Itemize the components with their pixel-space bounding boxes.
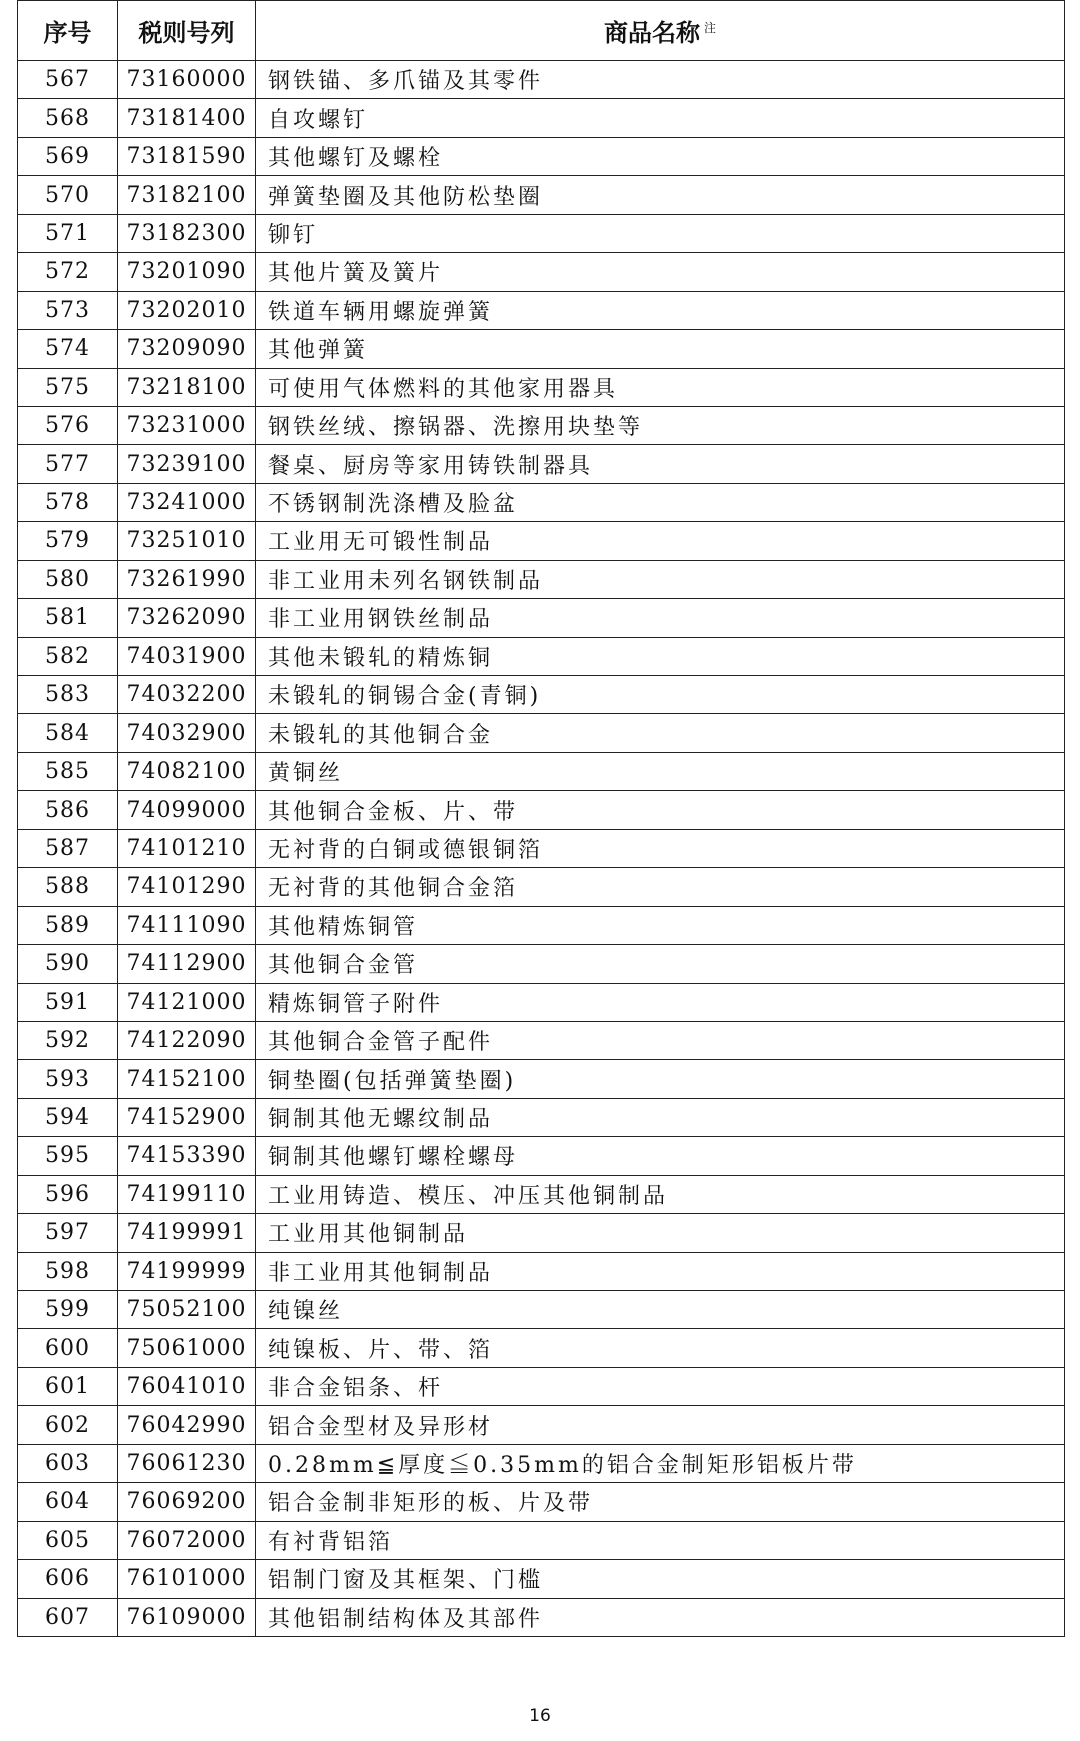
table-row <box>18 1329 1065 1367</box>
row-serial-number: 567 <box>18 61 118 99</box>
row-tariff-code: 74152100 <box>118 1060 256 1098</box>
table-row <box>18 1098 1065 1136</box>
row-serial-number: 583 <box>18 676 118 714</box>
row-serial-number: 581 <box>18 599 118 637</box>
header-tariff-code: 税则号列 <box>118 1 256 61</box>
tariff-table <box>17 0 1065 1637</box>
row-product-name: 纯镍丝 <box>256 1291 1065 1329</box>
header-product-name-label: 商品名称 <box>603 19 700 47</box>
row-product-name: 餐桌、厨房等家用铸铁制器具 <box>256 445 1065 483</box>
row-tariff-code: 73182300 <box>118 214 256 252</box>
table-row <box>18 599 1065 637</box>
row-tariff-code: 76061230 <box>118 1444 256 1482</box>
table-row <box>18 1291 1065 1329</box>
row-tariff-code: 74112900 <box>118 945 256 983</box>
row-product-name: 非工业用未列名钢铁制品 <box>256 560 1065 598</box>
row-tariff-code: 74099000 <box>118 791 256 829</box>
header-note-mark: 注 <box>703 21 716 35</box>
table-row <box>18 522 1065 560</box>
row-product-name: 工业用其他铜制品 <box>256 1214 1065 1252</box>
row-serial-number: 592 <box>18 1021 118 1059</box>
table-row <box>18 1021 1065 1059</box>
row-serial-number: 602 <box>18 1406 118 1444</box>
row-serial-number: 604 <box>18 1483 118 1521</box>
table-row <box>18 406 1065 444</box>
row-tariff-code: 75061000 <box>118 1329 256 1367</box>
page-number: 16 <box>529 1706 551 1726</box>
row-tariff-code: 74199110 <box>118 1175 256 1213</box>
table-row <box>18 137 1065 175</box>
row-product-name: 非合金铝条、杆 <box>256 1367 1065 1405</box>
row-serial-number: 593 <box>18 1060 118 1098</box>
row-tariff-code: 74111090 <box>118 906 256 944</box>
row-serial-number: 591 <box>18 983 118 1021</box>
table-row <box>18 560 1065 598</box>
row-tariff-code: 73262090 <box>118 599 256 637</box>
table-row <box>18 945 1065 983</box>
table-body <box>18 61 1065 1637</box>
row-product-name: 铝合金型材及异形材 <box>256 1406 1065 1444</box>
row-tariff-code: 74032200 <box>118 676 256 714</box>
row-serial-number: 599 <box>18 1291 118 1329</box>
row-tariff-code: 73241000 <box>118 483 256 521</box>
row-serial-number: 603 <box>18 1444 118 1482</box>
row-serial-number: 585 <box>18 752 118 790</box>
table-row <box>18 829 1065 867</box>
table-row <box>18 714 1065 752</box>
row-serial-number: 588 <box>18 868 118 906</box>
row-product-name: 纯镍板、片、带、箔 <box>256 1329 1065 1367</box>
row-product-name: 其他弹簧 <box>256 330 1065 368</box>
row-serial-number: 584 <box>18 714 118 752</box>
row-product-name: 有衬背铝箔 <box>256 1521 1065 1559</box>
row-tariff-code: 74152900 <box>118 1098 256 1136</box>
row-serial-number: 607 <box>18 1598 118 1636</box>
table-row <box>18 291 1065 329</box>
table-row <box>18 1406 1065 1444</box>
row-tariff-code: 74101290 <box>118 868 256 906</box>
row-serial-number: 601 <box>18 1367 118 1405</box>
row-product-name: 铜制其他无螺纹制品 <box>256 1098 1065 1136</box>
row-product-name: 钢铁锚、多爪锚及其零件 <box>256 61 1065 99</box>
row-tariff-code: 76072000 <box>118 1521 256 1559</box>
row-tariff-code: 74199991 <box>118 1214 256 1252</box>
row-serial-number: 578 <box>18 483 118 521</box>
row-tariff-code: 74199999 <box>118 1252 256 1290</box>
row-product-name: 钢铁丝绒、擦锅器、洗擦用块垫等 <box>256 406 1065 444</box>
row-product-name: 其他铝制结构体及其部件 <box>256 1598 1065 1636</box>
row-product-name: 铜垫圈(包括弹簧垫圈) <box>256 1060 1065 1098</box>
header-product-name <box>256 1 1065 61</box>
row-serial-number: 575 <box>18 368 118 406</box>
row-serial-number: 605 <box>18 1521 118 1559</box>
row-serial-number: 597 <box>18 1214 118 1252</box>
table-row <box>18 61 1065 99</box>
row-product-name: 无衬背的其他铜合金箔 <box>256 868 1065 906</box>
row-product-name: 铝制门窗及其框架、门槛 <box>256 1560 1065 1598</box>
row-serial-number: 573 <box>18 291 118 329</box>
table-row <box>18 1521 1065 1559</box>
row-product-name: 精炼铜管子附件 <box>256 983 1065 1021</box>
row-product-name: 铁道车辆用螺旋弹簧 <box>256 291 1065 329</box>
row-product-name: 其他铜合金管 <box>256 945 1065 983</box>
row-product-name: 弹簧垫圈及其他防松垫圈 <box>256 176 1065 214</box>
row-product-name: 铝合金制非矩形的板、片及带 <box>256 1483 1065 1521</box>
row-tariff-code: 74032900 <box>118 714 256 752</box>
row-tariff-code: 73209090 <box>118 330 256 368</box>
table-row <box>18 1444 1065 1482</box>
row-serial-number: 586 <box>18 791 118 829</box>
row-tariff-code: 73202010 <box>118 291 256 329</box>
row-product-name: 0.28mm≦厚度≦0.35mm的铝合金制矩形铝板片带 <box>256 1444 1065 1482</box>
row-product-name: 其他铜合金板、片、带 <box>256 791 1065 829</box>
table-row <box>18 752 1065 790</box>
row-tariff-code: 76041010 <box>118 1367 256 1405</box>
row-tariff-code: 76042990 <box>118 1406 256 1444</box>
table-row <box>18 1560 1065 1598</box>
row-product-name: 非工业用其他铜制品 <box>256 1252 1065 1290</box>
table-row <box>18 483 1065 521</box>
row-serial-number: 571 <box>18 214 118 252</box>
row-tariff-code: 74082100 <box>118 752 256 790</box>
row-tariff-code: 73261990 <box>118 560 256 598</box>
table-row <box>18 445 1065 483</box>
row-product-name: 铜制其他螺钉螺栓螺母 <box>256 1137 1065 1175</box>
table-row <box>18 791 1065 829</box>
row-serial-number: 568 <box>18 99 118 137</box>
table-row <box>18 368 1065 406</box>
row-tariff-code: 75052100 <box>118 1291 256 1329</box>
table-row <box>18 330 1065 368</box>
row-serial-number: 576 <box>18 406 118 444</box>
table-row <box>18 253 1065 291</box>
row-product-name: 工业用无可锻性制品 <box>256 522 1065 560</box>
row-product-name: 黄铜丝 <box>256 752 1065 790</box>
table-row <box>18 906 1065 944</box>
row-serial-number: 582 <box>18 637 118 675</box>
row-serial-number: 577 <box>18 445 118 483</box>
row-serial-number: 594 <box>18 1098 118 1136</box>
table-row <box>18 1214 1065 1252</box>
table-row <box>18 983 1065 1021</box>
row-tariff-code: 74121000 <box>118 983 256 1021</box>
row-product-name: 无衬背的白铜或德银铜箔 <box>256 829 1065 867</box>
row-serial-number: 600 <box>18 1329 118 1367</box>
row-serial-number: 569 <box>18 137 118 175</box>
row-serial-number: 595 <box>18 1137 118 1175</box>
table-row <box>18 1137 1065 1175</box>
table-header <box>18 1 1065 61</box>
table-row <box>18 676 1065 714</box>
row-product-name: 其他铜合金管子配件 <box>256 1021 1065 1059</box>
row-tariff-code: 76069200 <box>118 1483 256 1521</box>
table-row <box>18 868 1065 906</box>
table-row <box>18 99 1065 137</box>
row-product-name: 工业用铸造、模压、冲压其他铜制品 <box>256 1175 1065 1213</box>
row-product-name: 其他精炼铜管 <box>256 906 1065 944</box>
table-row <box>18 1367 1065 1405</box>
row-serial-number: 572 <box>18 253 118 291</box>
row-product-name: 不锈钢制洗涤槽及脸盆 <box>256 483 1065 521</box>
row-product-name: 可使用气体燃料的其他家用器具 <box>256 368 1065 406</box>
row-tariff-code: 74031900 <box>118 637 256 675</box>
row-product-name: 其他片簧及簧片 <box>256 253 1065 291</box>
row-tariff-code: 73181590 <box>118 137 256 175</box>
row-tariff-code: 73251010 <box>118 522 256 560</box>
row-tariff-code: 76101000 <box>118 1560 256 1598</box>
header-serial-number: 序号 <box>18 1 118 61</box>
row-serial-number: 606 <box>18 1560 118 1598</box>
row-tariff-code: 74153390 <box>118 1137 256 1175</box>
row-product-name: 非工业用钢铁丝制品 <box>256 599 1065 637</box>
row-serial-number: 590 <box>18 945 118 983</box>
row-tariff-code: 73231000 <box>118 406 256 444</box>
row-tariff-code: 76109000 <box>118 1598 256 1636</box>
table-row <box>18 1483 1065 1521</box>
row-product-name: 未锻轧的其他铜合金 <box>256 714 1065 752</box>
row-tariff-code: 73239100 <box>118 445 256 483</box>
table-row <box>18 1175 1065 1213</box>
table-row <box>18 1060 1065 1098</box>
row-serial-number: 589 <box>18 906 118 944</box>
row-serial-number: 574 <box>18 330 118 368</box>
row-serial-number: 570 <box>18 176 118 214</box>
row-serial-number: 580 <box>18 560 118 598</box>
row-tariff-code: 73201090 <box>118 253 256 291</box>
table-row <box>18 214 1065 252</box>
row-product-name: 自攻螺钉 <box>256 99 1065 137</box>
table-row <box>18 176 1065 214</box>
row-tariff-code: 73182100 <box>118 176 256 214</box>
row-serial-number: 587 <box>18 829 118 867</box>
table-row <box>18 637 1065 675</box>
row-tariff-code: 73181400 <box>118 99 256 137</box>
table-row <box>18 1252 1065 1290</box>
row-serial-number: 579 <box>18 522 118 560</box>
row-tariff-code: 74101210 <box>118 829 256 867</box>
row-product-name: 铆钉 <box>256 214 1065 252</box>
table-row <box>18 1598 1065 1636</box>
row-tariff-code: 73218100 <box>118 368 256 406</box>
row-tariff-code: 73160000 <box>118 61 256 99</box>
row-product-name: 未锻轧的铜锡合金(青铜) <box>256 676 1065 714</box>
header-row <box>18 1 1065 61</box>
row-serial-number: 596 <box>18 1175 118 1213</box>
row-product-name: 其他螺钉及螺栓 <box>256 137 1065 175</box>
row-tariff-code: 74122090 <box>118 1021 256 1059</box>
row-serial-number: 598 <box>18 1252 118 1290</box>
row-product-name: 其他未锻轧的精炼铜 <box>256 637 1065 675</box>
